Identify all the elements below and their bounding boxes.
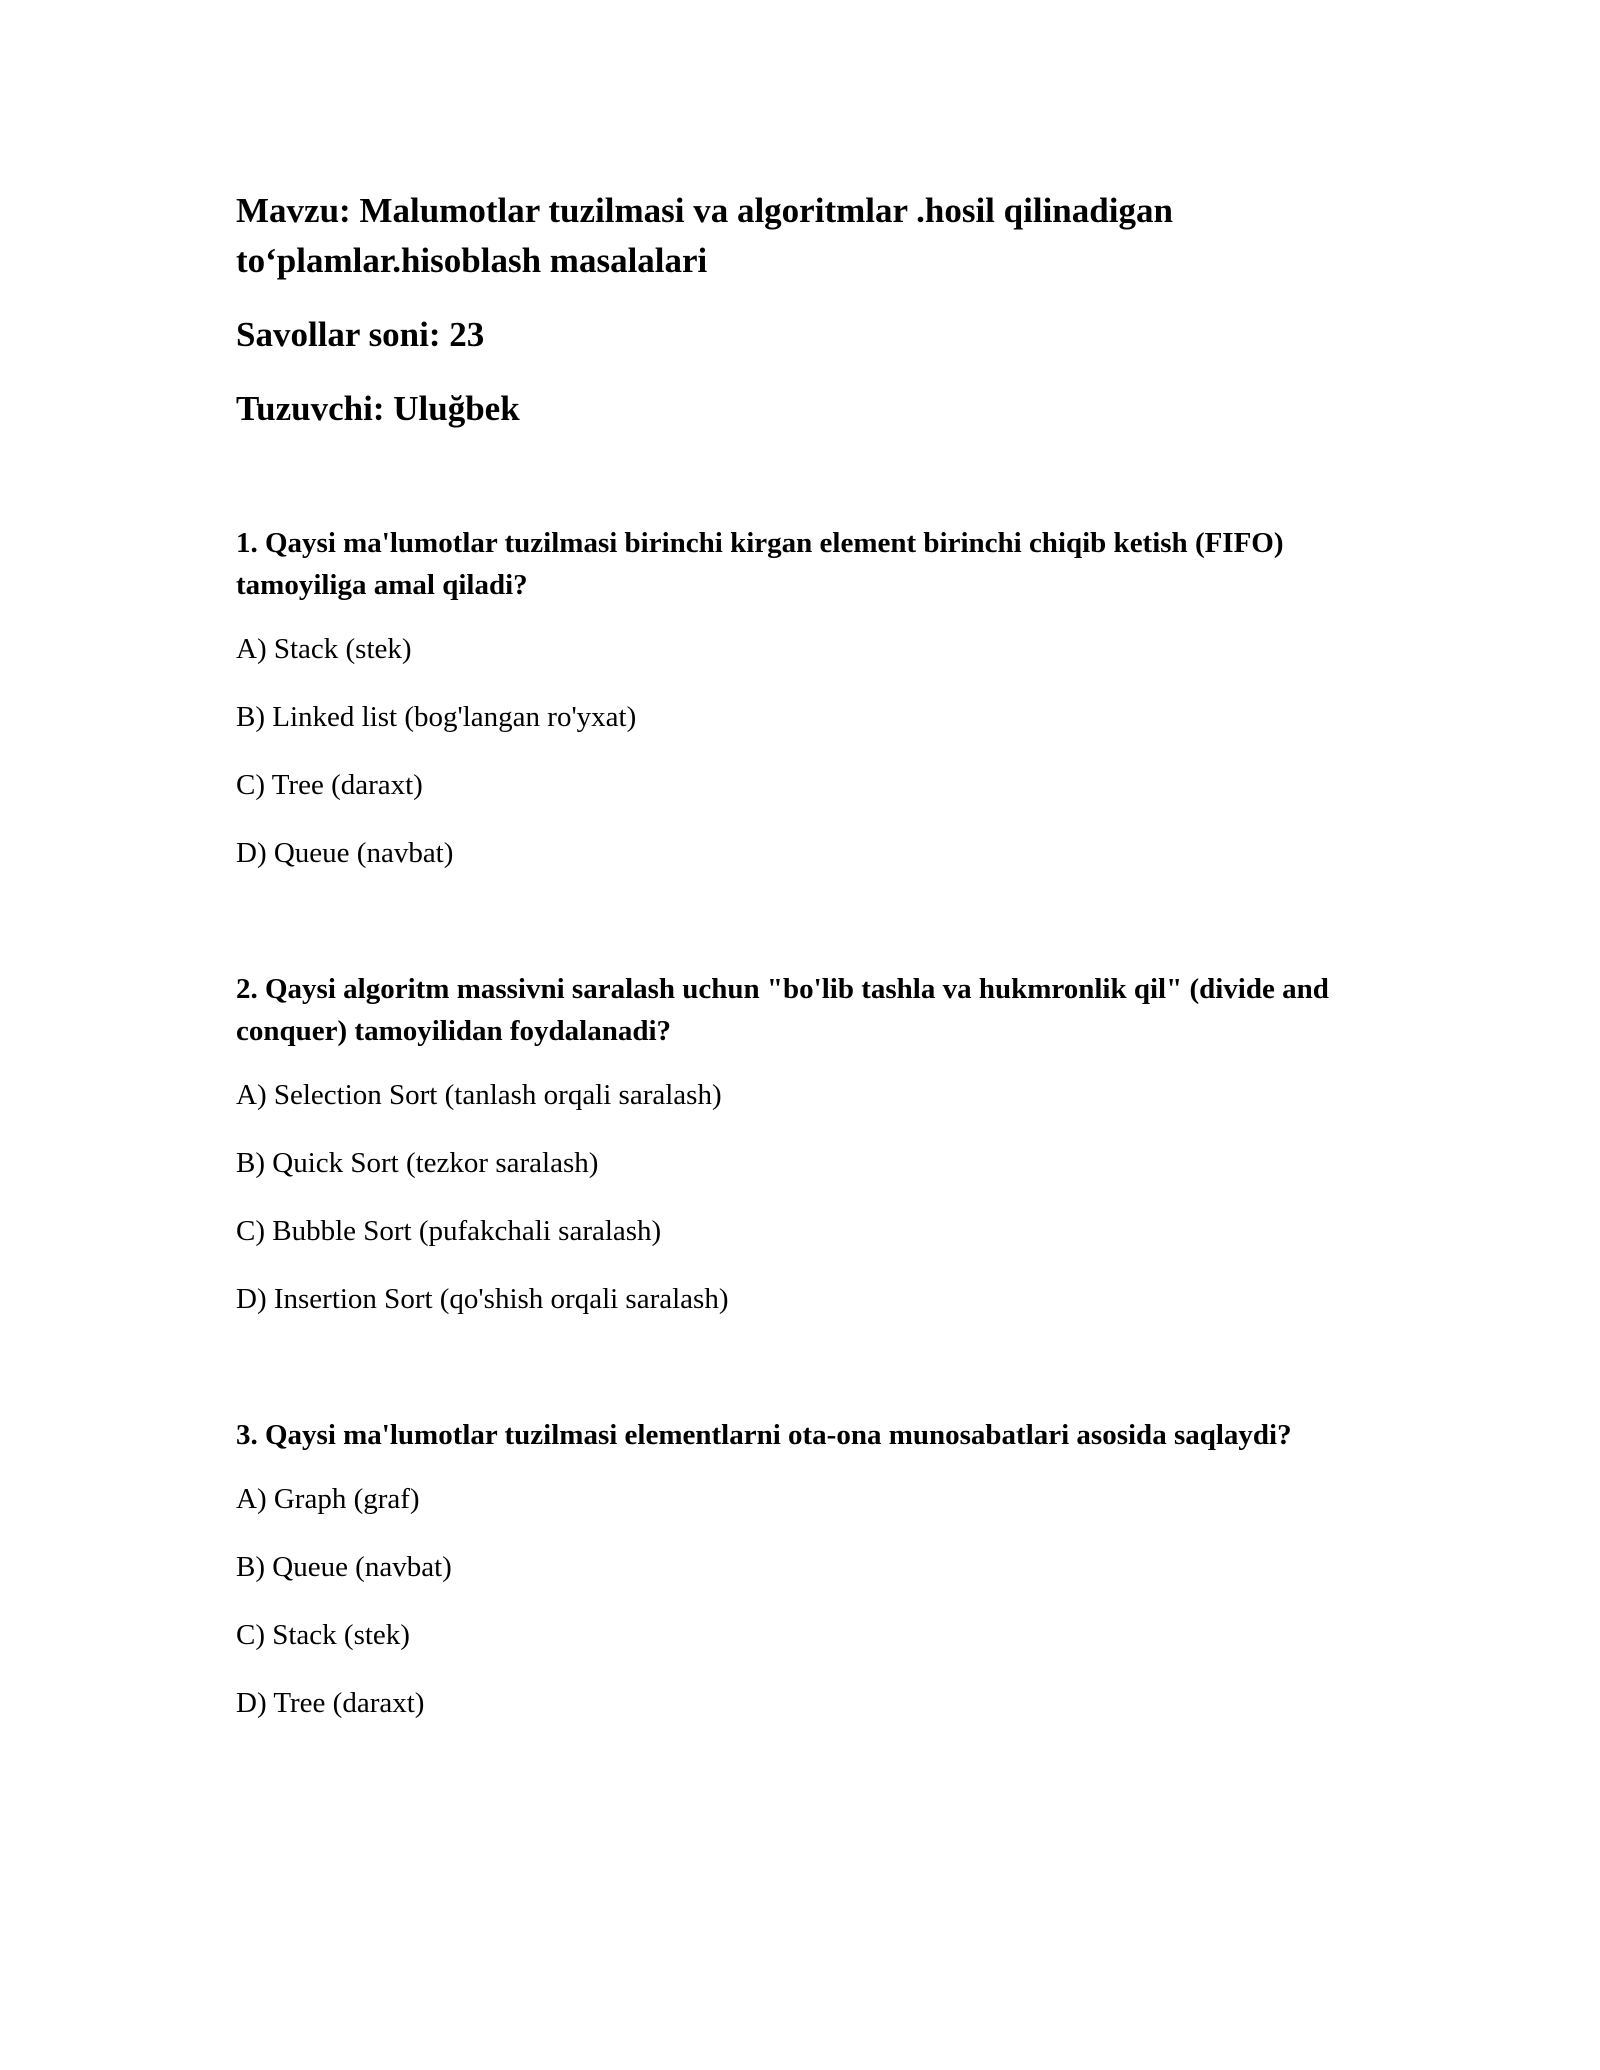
- author-line: Tuzuvchi: Uluğbek: [236, 389, 520, 428]
- option-d: D) Queue (navbat): [236, 837, 454, 869]
- document-header: [236, 186, 1416, 434]
- option-a: A) Stack (stek): [236, 633, 412, 665]
- option-c: C) Bubble Sort (pufakchali saralash): [236, 1215, 662, 1247]
- option-a: A) Graph (graf): [236, 1483, 420, 1515]
- option-c: C) Tree (daraxt): [236, 769, 423, 801]
- option-b: B) Linked list (bog'langan ro'yxat): [236, 701, 637, 733]
- question-2: [236, 968, 1376, 1346]
- option-b: B) Queue (navbat): [236, 1551, 452, 1583]
- question-1: [236, 522, 1336, 900]
- option-d: D) Tree (daraxt): [236, 1687, 425, 1719]
- option-c: C) Stack (stek): [236, 1619, 410, 1651]
- option-a: A) Selection Sort (tanlash orqali saralash): [236, 1079, 722, 1111]
- question-text: 3. Qaysi ma'lumotlar tuzilmasi elementlarni ota-ona munosabatlari asosida saqlaydi?: [236, 1419, 1292, 1451]
- document-title: Mavzu: Malumotlar tuzilmasi va algoritmlar .hosil qilinadigan to‘plamlar.hisoblash masalalari: [236, 191, 1173, 280]
- question-text: 1. Qaysi ma'lumotlar tuzilmasi birinchi kirgan element birinchi chiqib ketish (FIFO) tamoyiliga amal qiladi?: [236, 527, 1284, 601]
- option-d: D) Insertion Sort (qo'shish orqali saralash): [236, 1283, 729, 1315]
- question-count: Savollar soni: 23: [236, 315, 485, 354]
- question-3: [236, 1414, 1316, 1750]
- question-text: 2. Qaysi algoritm massivni saralash uchun "bo'lib tashla va hukmronlik qil" (divide and conquer) tamoyilidan foydalanadi?: [236, 973, 1329, 1047]
- option-b: B) Quick Sort (tezkor saralash): [236, 1147, 599, 1179]
